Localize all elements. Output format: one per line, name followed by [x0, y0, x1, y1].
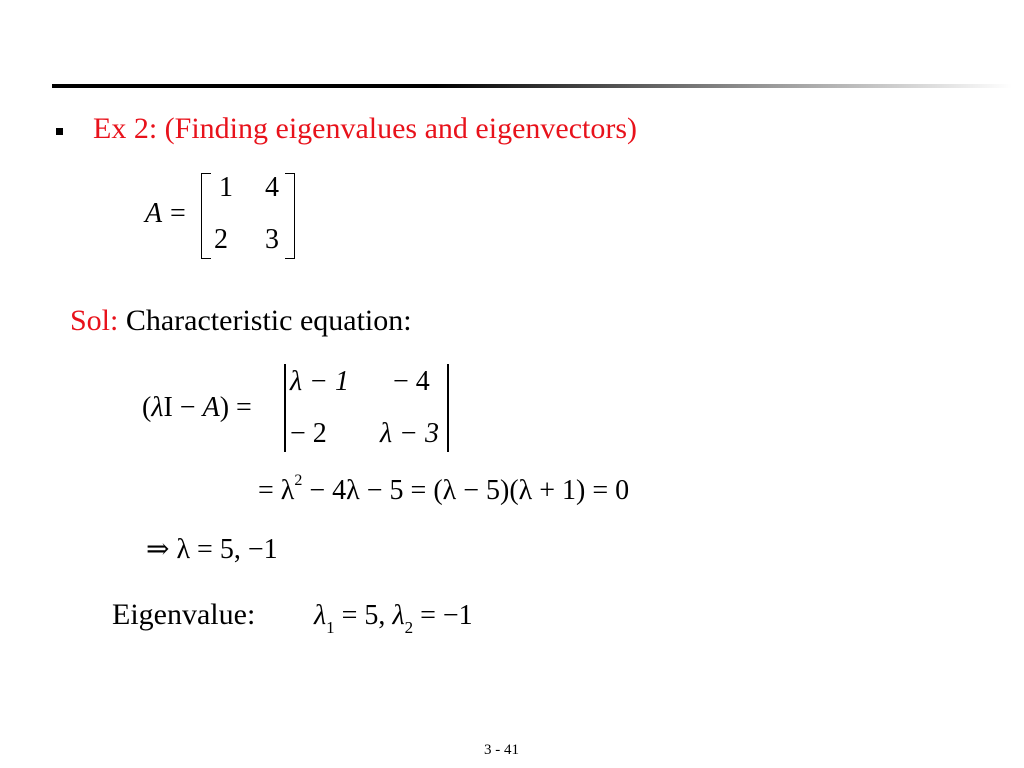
- det-cell-r2c1: − 2: [290, 418, 327, 449]
- characteristic-label: Characteristic equation:: [125, 304, 412, 337]
- roots-line: ⇒ λ = 5, −1: [146, 534, 278, 565]
- lambda-2: λ: [392, 600, 405, 631]
- expansion-prefix: = λ: [258, 475, 295, 506]
- lambda-1: λ: [314, 600, 327, 631]
- matrix-cell-r1c2: 4: [265, 172, 279, 203]
- slide-title: Ex 2: (Finding eigenvalues and eigenvectors): [93, 112, 638, 145]
- matrix-cell-r2c2: 3: [265, 224, 279, 255]
- lhs-lambda: λ: [151, 392, 164, 423]
- lhs-open: (: [142, 392, 152, 423]
- page-number: 3 - 41: [484, 742, 519, 758]
- lambda-2-subscript: 2: [404, 618, 414, 637]
- det-right-bar: [447, 364, 449, 452]
- expansion-line: [258, 472, 630, 507]
- lambda-1-value: = 5,: [334, 600, 393, 631]
- lhs-minus: −: [179, 392, 196, 423]
- lhs-A: A: [202, 392, 220, 423]
- lambda-1-subscript: 1: [326, 618, 335, 637]
- det-cell-r1c2: − 4: [393, 366, 430, 397]
- expansion-rest: − 4λ − 5 = (λ − 5)(λ + 1) = 0: [302, 475, 630, 506]
- lhs-equals: =: [236, 392, 252, 423]
- lhs-identity: I: [163, 392, 173, 423]
- lhs-close: ): [219, 392, 230, 423]
- matrix-cell-r1c1: 1: [219, 172, 233, 203]
- determinant-lhs: [142, 392, 252, 424]
- matrix-name: A: [145, 198, 163, 229]
- solution-line: [70, 304, 412, 338]
- sol-label: Sol:: [70, 304, 119, 337]
- eigenvalue-values: [314, 600, 473, 637]
- matrix-left-bracket: [201, 173, 211, 259]
- det-left-bar: [284, 364, 286, 452]
- det-cell-r1c1: λ − 1: [290, 366, 350, 397]
- matrix-equals: =: [170, 198, 186, 229]
- det-cell-r2c2: λ − 3: [380, 418, 440, 449]
- title-rule: [52, 84, 1012, 88]
- matrix-cell-r2c1: 2: [214, 224, 228, 255]
- bullet-icon: [56, 128, 63, 135]
- matrix-right-bracket: [285, 173, 295, 259]
- lambda-2-value: = −1: [413, 600, 473, 631]
- expansion-power: 2: [294, 472, 303, 489]
- eigenvalue-label: Eigenvalue:: [112, 598, 256, 631]
